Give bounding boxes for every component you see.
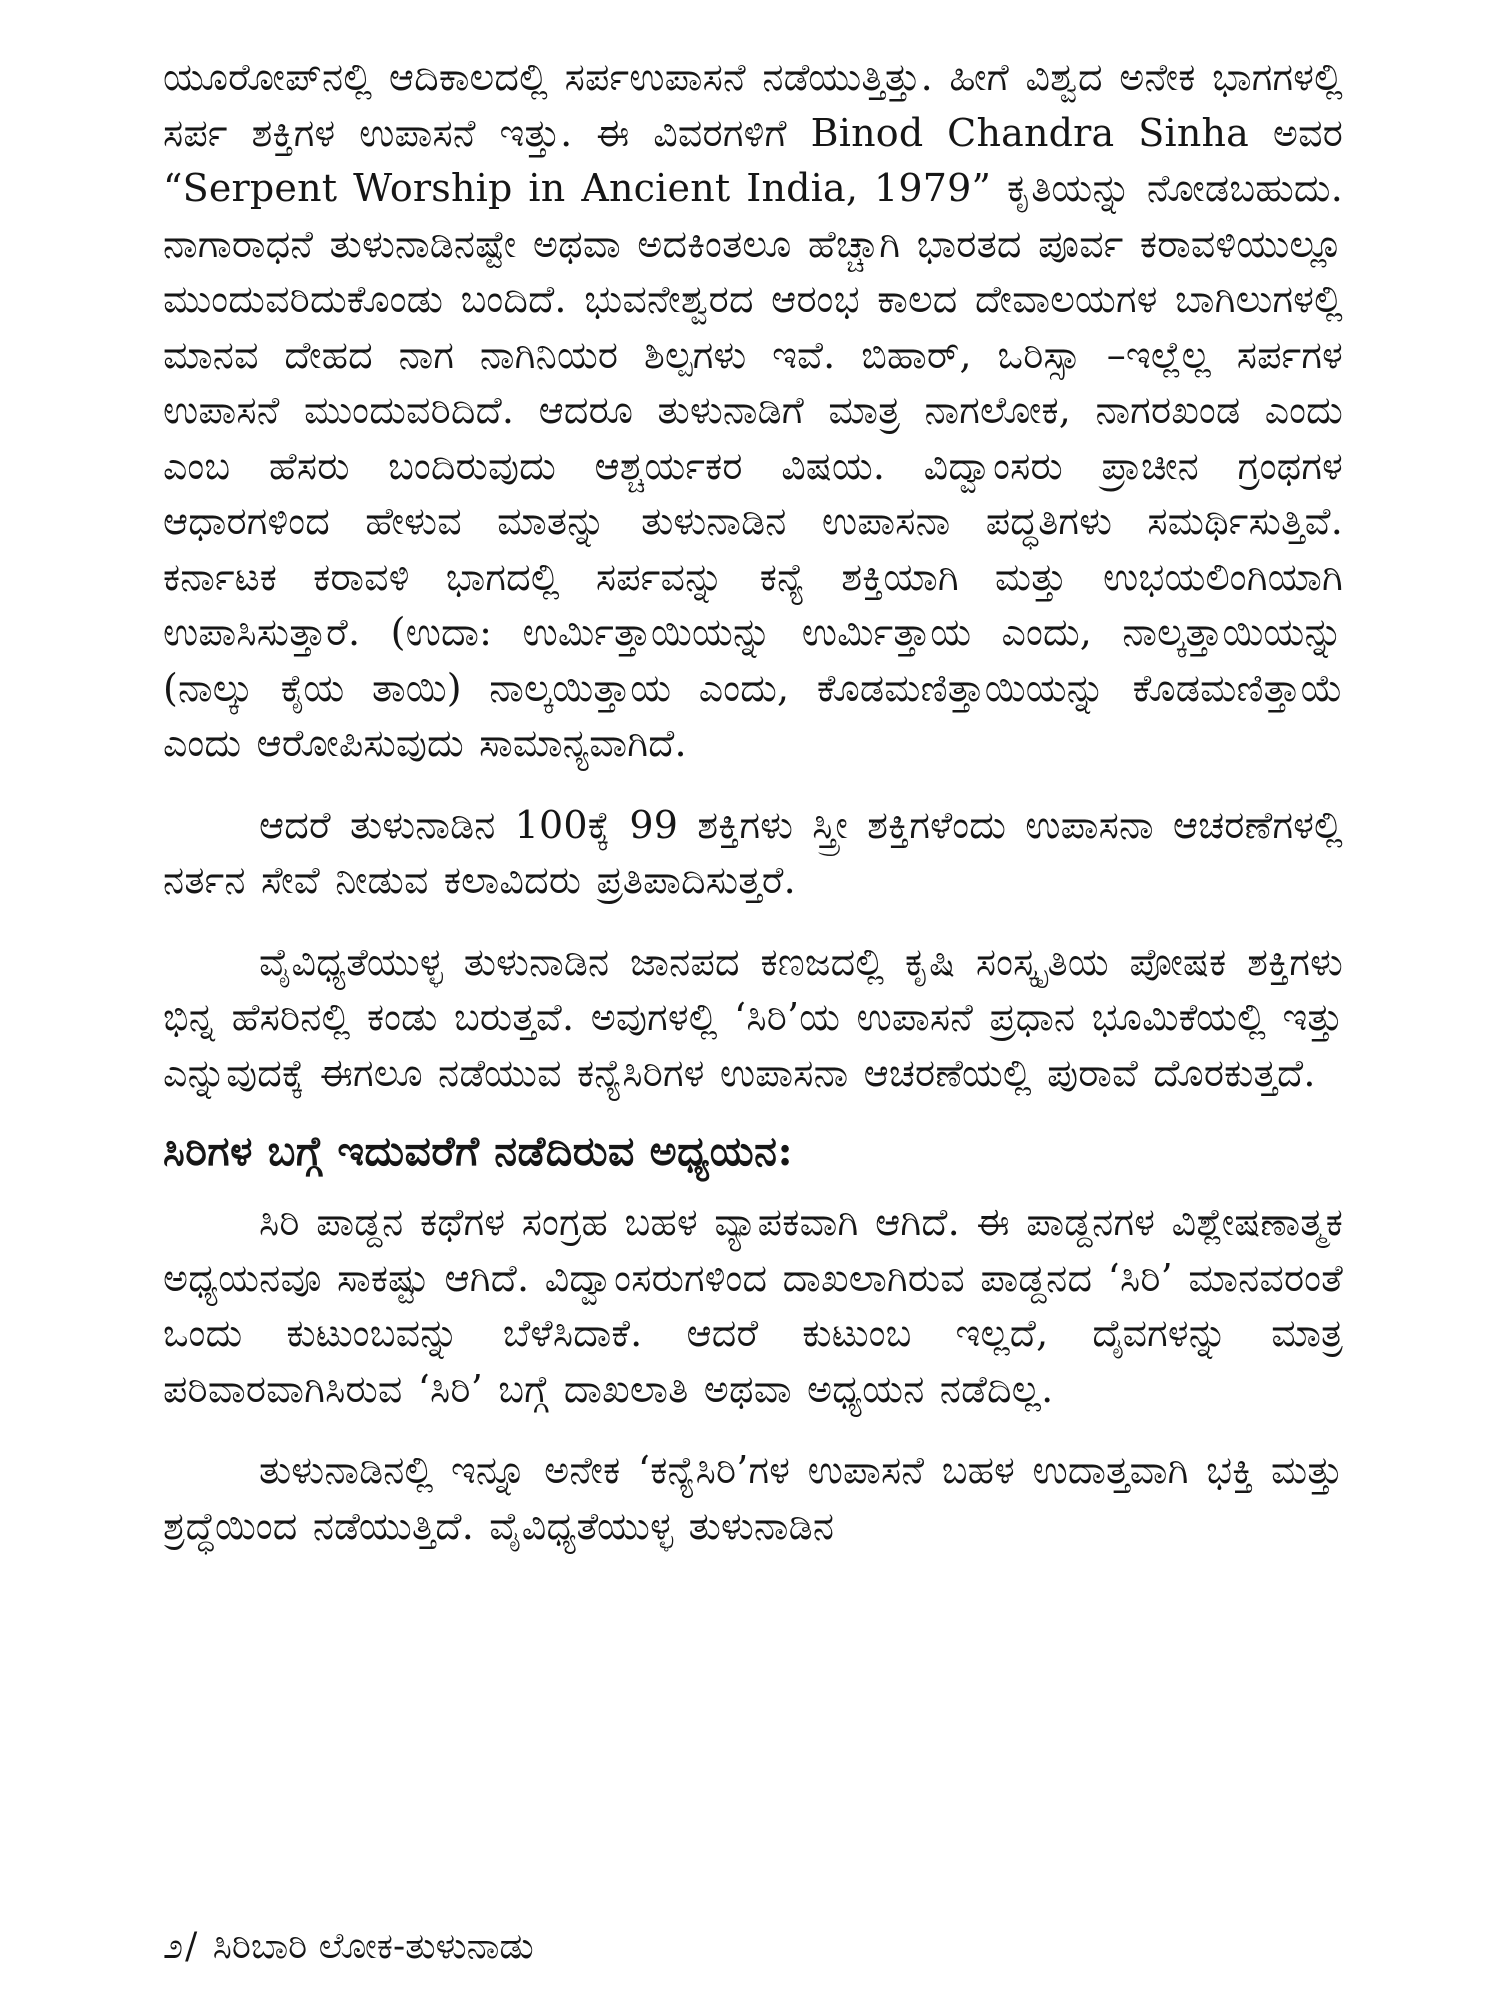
book-title: ಸಿರಿಬಾರಿ ಲೋಕ-ತುಳುನಾಡು xyxy=(212,1926,534,1967)
body-text xyxy=(163,50,1343,1554)
paragraph-kanyesiri: ತುಳುನಾಡಿನಲ್ಲಿ ಇನ್ನೂ ಅನೇಕ ‘ಕನ್ಯೆಸಿರಿ’ಗಳ ಉಪಾಸನೆ ಬಹಳ ಉದಾತ್ತವಾಗಿ ಭಕ್ತಿ ಮತ್ತು ಶ್ರದ್ಧೆಯಿಂದ ನಡೆಯುತ್ತಿದೆ. ವೈವಿಧ್ಯತೆಯುಳ್ಳ ತುಳುನಾಡಿನ xyxy=(163,1448,1343,1548)
paragraph-siri-paddana: ಸಿರಿ ಪಾಡ್ದನ ಕಥೆಗಳ ಸಂಗ್ರಹ ಬಹಳ ವ್ಯಾಪಕವಾಗಿ ಆಗಿದೆ. ಈ ಪಾಡ್ದನಗಳ ವಿಶ್ಲೇಷಣಾತ್ಮಕ ಅಧ್ಯಯನವೂ ಸಾಕಷ್ಟು ಆಗಿದೆ. ವಿದ್ವಾಂಸರುಗಳಿಂದ ದಾಖಲಾಗಿರುವ ಪಾಡ್ದನದ ‘ಸಿರಿ’ ಮಾನವರಂತೆ ಒಂದು ಕುಟುಂಬವನ್ನು ಬೆಳೆಸಿದಾಕೆ. ಆದರೆ ಕುಟುಂಬ ಇಲ್ಲದೆ, ದೈವಗಳನ್ನು ಮಾತ್ರ ಪರಿವಾರವಾಗಿಸಿರುವ ‘ಸಿರಿ’ ಬಗ್ಗೆ ದಾಖಲಾತಿ ಅಥವಾ ಅಧ್ಯಯನ ನಡೆದಿಲ್ಲ. xyxy=(163,1200,1343,1411)
page-footer xyxy=(163,1925,534,1969)
paragraph-female-shakti: ಆದರೆ ತುಳುನಾಡಿನ 100ಕ್ಕೆ 99 ಶಕ್ತಿಗಳು ಸ್ತ್ರೀ ಶಕ್ತಿಗಳೆಂದು ಉಪಾಸನಾ ಆಚರಣೆಗಳಲ್ಲಿ ನರ್ತನ ಸೇವೆ ನೀಡುವ ಕಲಾವಿದರು ಪ್ರತಿಪಾದಿಸುತ್ತರೆ. xyxy=(163,802,1343,902)
page-number: ೨ xyxy=(163,1926,184,1967)
section-heading: ಸಿರಿಗಳ ಬಗ್ಗೆ ಇದುವರೆಗೆ ನಡೆದಿರುವ ಅಧ್ಯಯನ: xyxy=(163,1127,794,1175)
paragraph-siri-worship: ವೈವಿಧ್ಯತೆಯುಳ್ಳ ತುಳುನಾಡಿನ ಜಾನಪದ ಕಣಜದಲ್ಲಿ ಕೃಷಿ ಸಂಸ್ಕೃತಿಯ ಪೋಷಕ ಶಕ್ತಿಗಳು ಭಿನ್ನ ಹೆಸರಿನಲ್ಲಿ ಕಂಡು ಬರುತ್ತವೆ. ಅವುಗಳಲ್ಲಿ ‘ಸಿರಿ’ಯ ಉಪಾಸನೆ ಪ್ರಧಾನ ಭೂಮಿಕೆಯಲ್ಲಿ ಇತ್ತು ಎನ್ನುವುದಕ್ಕೆ ಈಗಲೂ ನಡೆಯುವ ಕನ್ಯೆಸಿರಿಗಳ ಉಪಾಸನಾ ಆಚರಣೆಯಲ್ಲಿ ಪುರಾವೆ ದೊರಕುತ್ತದೆ. xyxy=(163,939,1343,1095)
paragraph-serpent-worship: ಯೂರೋಪ್‌ನಲ್ಲಿ ಆದಿಕಾಲದಲ್ಲಿ ಸರ್ಪಉಪಾಸನೆ ನಡೆಯುತ್ತಿತ್ತು. ಹೀಗೆ ವಿಶ್ವದ ಅನೇಕ ಭಾಗಗಳಲ್ಲಿ ಸರ್ಪ ಶಕ್ತಿಗಳ ಉಪಾಸನೆ ಇತ್ತು. ಈ ವಿವರಗಳಿಗೆ Binod Chandra Sinha ಅವರ “Serpent Worship in Ancient India, 1979” ಕೃತಿಯನ್ನು ನೋಡಬಹುದು. ನಾಗಾರಾಧನೆ ತುಳುನಾಡಿನಷ್ಟೇ ಅಥವಾ ಅದಕಿಂತಲೂ ಹೆಚ್ಚಾಗಿ ಭಾರತದ ಪೂರ್ವ ಕರಾವಳಿಯುಲ್ಲೂ ಮುಂದುವರಿದುಕೊಂಡು ಬಂದಿದೆ. ಭುವನೇಶ್ವರದ ಆರಂಭ ಕಾಲದ ದೇವಾಲಯಗಳ ಬಾಗಿಲುಗಳಲ್ಲಿ ಮಾನವ ದೇಹದ ನಾಗ ನಾಗಿನಿಯರ ಶಿಲ್ಪಗಳು ಇವೆ. ಬಿಹಾರ್, ಒರಿಸ್ಸಾ –ಇಲ್ಲೆಲ್ಲ ಸರ್ಪಗಳ ಉಪಾಸನೆ ಮುಂದುವರಿದಿದೆ. ಆದರೂ ತುಳುನಾಡಿಗೆ ಮಾತ್ರ ನಾಗಲೋಕ, ನಾಗರಖಂಡ ಎಂದು ಎಂಬ ಹೆಸರು ಬಂದಿರುವುದು ಆಶ್ಚರ್ಯಕರ ವಿಷಯ. ವಿದ್ವಾಂಸರು ಪ್ರಾಚೀನ ಗ್ರಂಥಗಳ ಆಧಾರಗಳಿಂದ ಹೇಳುವ ಮಾತನ್ನು ತುಳುನಾಡಿನ ಉಪಾಸನಾ ಪದ್ಧತಿಗಳು ಸಮರ್ಥಿಸುತ್ತಿವೆ. ಕರ್ನಾಟಕ ಕರಾವಳಿ ಭಾಗದಲ್ಲಿ ಸರ್ಪವನ್ನು ಕನ್ಯೆ ಶಕ್ತಿಯಾಗಿ ಮತ್ತು ಉಭಯಲಿಂಗಿಯಾಗಿ ಉಪಾಸಿಸುತ್ತಾರೆ. (ಉದಾ: ಉರ್ಮಿತ್ತಾಯಿಯನ್ನು ಉರ್ಮಿತ್ತಾಯ ಎಂದು, ನಾಲ್ಕತ್ತಾಯಿಯನ್ನು (ನಾಲ್ಕು ಕೈಯ ತಾಯಿ) ನಾಲ್ಕಯಿತ್ತಾಯ ಎಂದು, ಕೊಡಮಣಿತ್ತಾಯಿಯನ್ನು ಕೊಡಮಣಿತ್ತಾಯೆ ಎಂದು ಆರೋಪಿಸುವುದು ಸಾಮಾನ್ಯವಾಗಿದೆ. xyxy=(163,55,1343,765)
footer-separator: / xyxy=(185,1926,198,1967)
